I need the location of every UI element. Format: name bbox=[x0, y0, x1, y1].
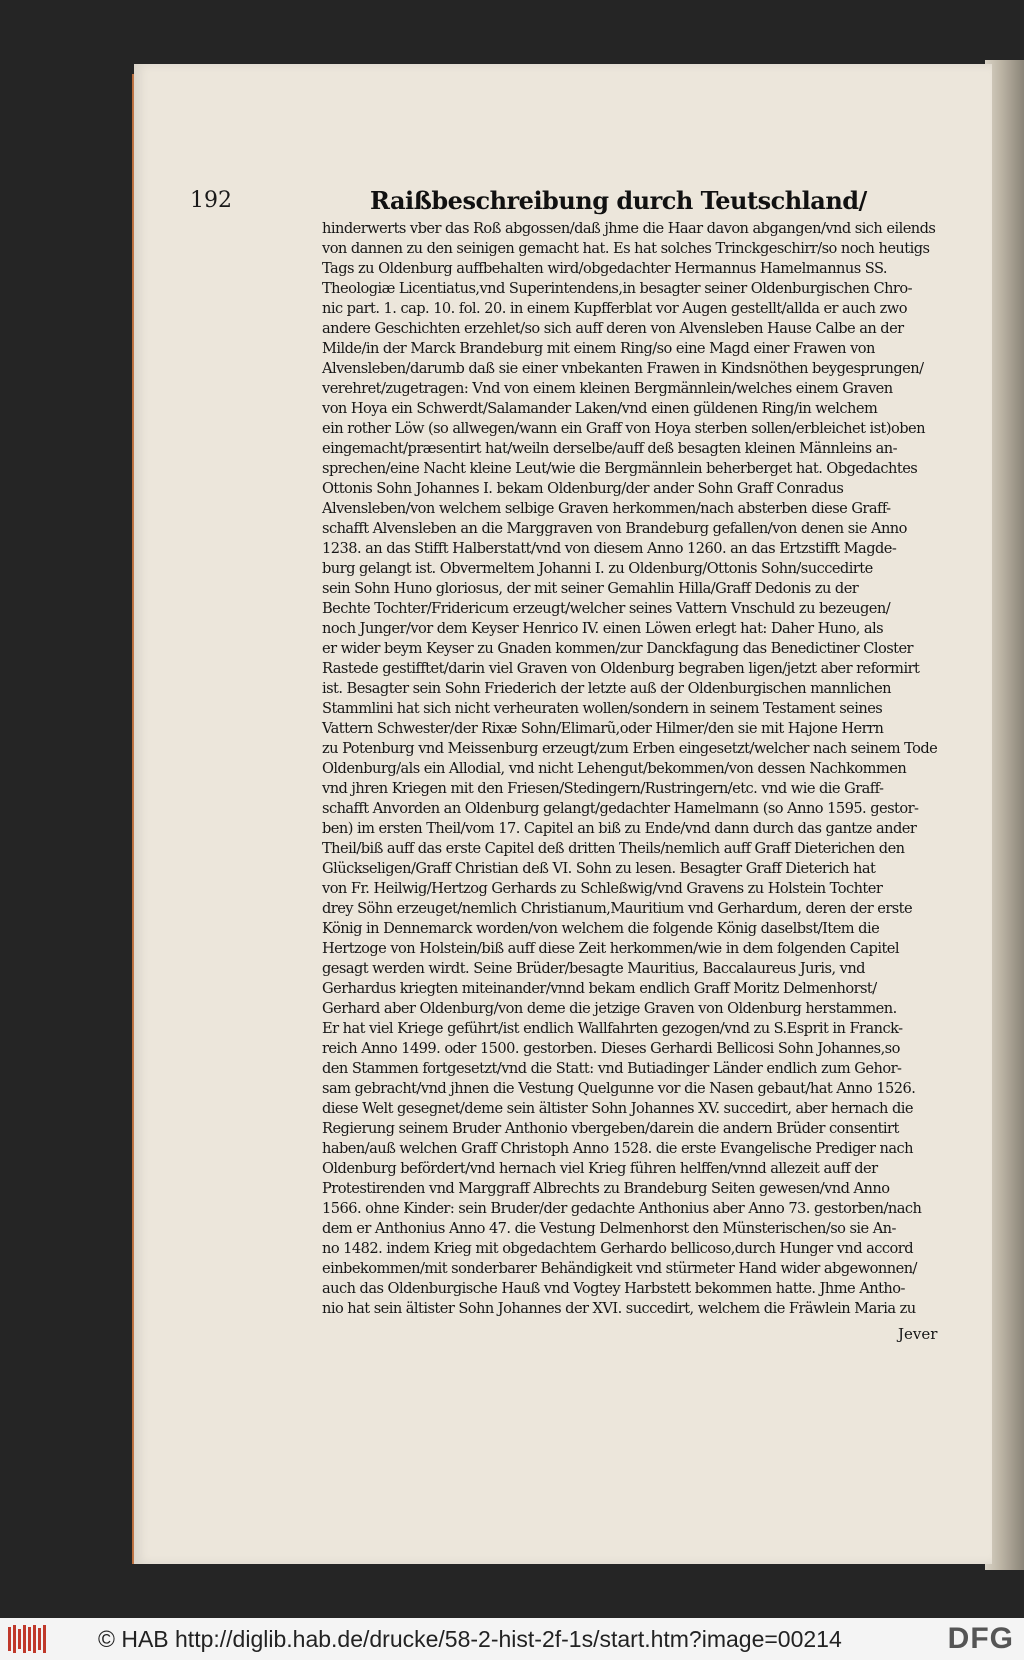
text-line: sprechen/eine Nacht kleine Leut/wie die Bergmännlein beherberget hat. Obgedachtes bbox=[322, 460, 918, 477]
text-line: nic part. 1. cap. 10. fol. 20. in einem Kupfferblat vor Augen gestellt/allda er auch zwo bbox=[322, 300, 907, 317]
text-line: von dannen zu den seinigen gemacht hat. Es hat solches Trinckgeschirr/so noch heutigs bbox=[322, 240, 930, 257]
text-line: Stammlini hat sich nicht verheuraten wollen/sondern in seinem Testament seines bbox=[322, 700, 883, 717]
text-line: diese Welt gesegnet/deme sein ältister Sohn Johannes XV. succedirt, aber hernach die bbox=[322, 1100, 913, 1117]
text-line: Alvensleben/von welchem selbige Graven herkommen/nach absterben diese Graff- bbox=[322, 500, 891, 517]
footer-bar bbox=[0, 1618, 1024, 1660]
text-line: hinderwerts vber das Roß abgossen/daß jhme die Haar davon abgangen/vnd sich eilends bbox=[322, 220, 936, 237]
text-line: andere Geschichten erzehlet/so sich auff deren von Alvensleben Hause Calbe an der bbox=[322, 320, 904, 337]
text-line: 1566. ohne Kinder: sein Bruder/der gedachte Anthonius aber Anno 73. gestorben/nach bbox=[322, 1200, 922, 1217]
text-line: Bechte Tochter/Fridericum erzeugt/welcher seines Vattern Vnschuld zu bezeugen/ bbox=[322, 600, 891, 617]
text-line: nio hat sein ältister Sohn Johannes der XVI. succedirt, welchem die Fräwlein Maria zu bbox=[322, 1300, 916, 1317]
text-line: Er hat viel Kriege geführt/ist endlich Wallfahrten gezogen/vnd zu S.Esprit in Franck- bbox=[322, 1020, 903, 1037]
text-line: Oldenburg befördert/vnd hernach viel Krieg führen helffen/vnnd allezeit auff der bbox=[322, 1160, 878, 1177]
text-line: schafft Anvorden an Oldenburg gelangt/gedachter Hamelmann (so Anno 1595. gestor- bbox=[322, 800, 919, 817]
text-line: Theil/biß auff das erste Capitel deß dritten Theils/nemlich auff Graff Dieterichen den bbox=[322, 840, 905, 857]
body-text bbox=[322, 219, 952, 1319]
text-line: König in Dennemarck worden/von welchem die folgende König daselbst/Item die bbox=[322, 920, 880, 937]
text-line: dem er Anthonius Anno 47. die Vestung Delmenhorst den Münsterischen/so sie An- bbox=[322, 1220, 896, 1237]
text-line: Glückseligen/Graff Christian deß VI. Sohn zu lesen. Besagter Graff Dieterich hat bbox=[322, 860, 876, 877]
text-line: auch das Oldenburgische Hauß vnd Vogtey Harbstett bekommen hatte. Jhme Antho- bbox=[322, 1280, 905, 1297]
text-line: eingemacht/præsentirt hat/weiln derselbe/auff deß besagten kleinen Männleins an- bbox=[322, 440, 897, 457]
text-line: von Hoya ein Schwerdt/Salamander Laken/vnd einen güldenen Ring/in welchem bbox=[322, 400, 878, 417]
text-line: drey Söhn erzeuget/nemlich Christianum,Mauritium vnd Gerhardum, deren der erste bbox=[322, 900, 913, 917]
text-line: den Stammen fortgesetzt/vnd die Statt: vnd Butiadinger Länder endlich zum Gehor- bbox=[322, 1060, 902, 1077]
text-line: sam gebracht/vnd jhnen die Vestung Quelgunne vor die Nasen gebaut/hat Anno 1526. bbox=[322, 1080, 916, 1097]
text-line: gesagt werden wirdt. Seine Brüder/besagte Mauritius, Baccalaureus Juris, vnd bbox=[322, 960, 865, 977]
text-line: Oldenburg/als ein Allodial, vnd nicht Lehengut/bekommen/von dessen Nachkommen bbox=[322, 760, 907, 777]
running-title: Raißbeschreibung durch Teutschland/ bbox=[370, 186, 867, 215]
footer-credit-link[interactable]: © HAB http://diglib.hab.de/drucke/58-2-hist-2f-1s/start.htm?image=00214 bbox=[98, 1626, 842, 1652]
text-line: Regierung seinem Bruder Anthonio vbergeben/darein die andern Brüder consentirt bbox=[322, 1120, 899, 1137]
text-line: Ottonis Sohn Johannes I. bekam Oldenburg/der ander Sohn Graff Conradus bbox=[322, 480, 844, 497]
text-line: reich Anno 1499. oder 1500. gestorben. Dieses Gerhardi Bellicosi Sohn Johannes,so bbox=[322, 1040, 900, 1057]
hab-logo-icon bbox=[8, 1625, 46, 1653]
text-line: Protestirenden vnd Marggraff Albrechts zu Brandeburg Seiten gewesen/vnd Anno bbox=[322, 1180, 890, 1197]
text-line: ben) im ersten Theil/vom 17. Capitel an biß zu Ende/vnd dann durch das gantze ander bbox=[322, 820, 917, 837]
text-line: verehret/zugetragen: Vnd von einem kleinen Bergmännlein/welches einem Graven bbox=[322, 380, 893, 397]
text-line: Theologiæ Licentiatus,vnd Superintendens,in besagter seiner Oldenburgischen Chro- bbox=[322, 280, 912, 297]
text-line: no 1482. indem Krieg mit obgedachtem Gerhardo bellicoso,durch Hunger vnd accord bbox=[322, 1240, 913, 1257]
text-line: Hertzoge von Holstein/biß auff diese Zeit herkommen/wie in dem folgenden Capitel bbox=[322, 940, 899, 957]
page-number: 192 bbox=[190, 188, 232, 213]
text-line: von Fr. Heilwig/Hertzog Gerhards zu Schleßwig/vnd Gravens zu Holstein Tochter bbox=[322, 880, 883, 897]
text-line: Milde/in der Marck Brandeburg mit einem Ring/so eine Magd einer Frawen von bbox=[322, 340, 875, 357]
text-line: Vattern Schwester/der Rixæ Sohn/Elimarũ,oder Hilmer/den sie mit Hajone Herrn bbox=[322, 720, 884, 737]
text-line: Tags zu Oldenburg auffbehalten wird/obgedachter Hermannus Hamelmannus SS. bbox=[322, 260, 887, 277]
catchword: Jever bbox=[898, 1325, 938, 1343]
text-line: 1238. an das Stifft Halberstatt/vnd von diesem Anno 1260. an das Ertzstifft Magde- bbox=[322, 540, 897, 557]
dfg-logo: DFG bbox=[947, 1622, 1014, 1655]
text-line: einbekommen/mit sonderbarer Behändigkeit vnd stürmeter Hand wider abgewonnen/ bbox=[322, 1260, 917, 1277]
text-line: Gerhard aber Oldenburg/von deme die jetzige Graven von Oldenburg herstammen. bbox=[322, 1000, 897, 1017]
text-line: Rastede gestifftet/darin viel Graven von Oldenburg begraben ligen/jetzt aber reformirt bbox=[322, 660, 920, 677]
text-line: schafft Alvensleben an die Marggraven von Brandeburg gefallen/von denen sie Anno bbox=[322, 520, 907, 537]
text-line: er wider beym Keyser zu Gnaden kommen/zur Danckfagung das Benedictiner Closter bbox=[322, 640, 913, 657]
page-header bbox=[190, 188, 940, 218]
text-line: sein Sohn Huno gloriosus, der mit seiner Gemahlin Hilla/Graff Dedonis zu der bbox=[322, 580, 859, 597]
text-line: vnd jhren Kriegen mit den Friesen/Stedingern/Rustringern/etc. vnd wie die Graff- bbox=[322, 780, 884, 797]
text-line: Gerhardus kriegten miteinander/vnnd bekam endlich Graff Moritz Delmenhorst/ bbox=[322, 980, 877, 997]
text-line: Alvensleben/darumb daß sie einer vnbekanten Frawen in Kindsnöthen beygesprungen/ bbox=[322, 360, 924, 377]
text-line: haben/auß welchen Graff Christoph Anno 1528. die erste Evangelische Prediger nach bbox=[322, 1140, 913, 1157]
text-line: ein rother Löw (so allwegen/wann ein Graff von Hoya sterben sollen/erbleichet ist)oben bbox=[322, 420, 925, 437]
text-line: noch Junger/vor dem Keyser Henrico IV. einen Löwen erlegt hat: Daher Huno, als bbox=[322, 620, 884, 637]
text-line: burg gelangt ist. Obvermeltem Johanni I. zu Oldenburg/Ottonis Sohn/succedirte bbox=[322, 560, 873, 577]
text-line: zu Potenburg vnd Meissenburg erzeugt/zum Erben eingesetzt/welcher nach seinem Tode bbox=[322, 740, 938, 757]
text-line: ist. Besagter sein Sohn Friederich der letzte auß der Oldenburgischen mannlichen bbox=[322, 680, 892, 697]
